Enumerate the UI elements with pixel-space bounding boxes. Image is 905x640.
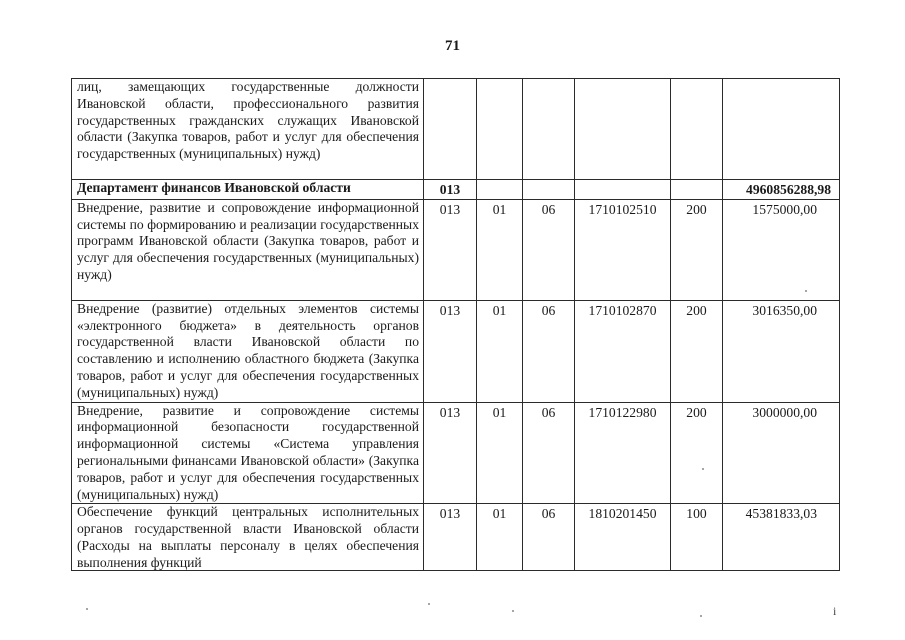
- scan-speck: [428, 603, 430, 605]
- expense-type: 200: [671, 199, 723, 300]
- row-description-text: Внедрение, развитие и сопровождение системы информационной безопасности государственной информационной системы «Система управления региональными финансами Ивановской области» (Закупка товаров, работ и услуг для обеспечения государственных (муниципальных) нужд): [77, 402, 419, 502]
- expense-type: 100: [671, 504, 723, 571]
- amount: 4960856288,98: [723, 180, 840, 200]
- row-description: [72, 300, 424, 402]
- row-description-text: Внедрение (развитие) отдельных элементов системы «электронного бюджета» в деятельность органов государственной власти Ивановской области по составлению и исполнению областного бюджета (Закупка товаров, работ и услуг для обеспечения государственных (муниципальных) нужд): [77, 300, 419, 400]
- subsection-code: 06: [523, 199, 575, 300]
- scan-speck: [700, 615, 702, 617]
- subsection-code: 06: [523, 504, 575, 571]
- target-article: [575, 180, 671, 200]
- row-description-text: лиц, замещающих государственные должности Ивановской области, профессионального развития государственных гражданских служащих Ивановской области (Закупка товаров, работ и услуг для обеспечения государственных (муниципальных) нужд): [77, 79, 419, 162]
- table-row: [72, 199, 840, 300]
- section-code: 01: [477, 199, 523, 300]
- expense-type: [671, 79, 723, 180]
- row-description: [72, 199, 424, 300]
- expense-type: 200: [671, 402, 723, 504]
- scan-speck: [512, 610, 514, 612]
- table-row: [72, 300, 840, 402]
- amount: 3016350,00: [723, 300, 840, 402]
- target-article: 1710102870: [575, 300, 671, 402]
- section-code: 01: [477, 300, 523, 402]
- row-description: [72, 504, 424, 571]
- target-article: [575, 79, 671, 180]
- subsection-code: 06: [523, 402, 575, 504]
- subsection-code: [523, 180, 575, 200]
- scan-speck: [86, 608, 88, 610]
- ministry-code: 013: [424, 180, 477, 200]
- scan-speck: [702, 468, 704, 470]
- amount: 3000000,00: [723, 402, 840, 504]
- department-row: [72, 180, 840, 200]
- section-code: [477, 79, 523, 180]
- amount: [723, 79, 840, 180]
- row-description-text: Обеспечение функций центральных исполнительных органов государственной власти Ивановской области (Расходы на выплаты персоналу в целях обеспечения выполнения функций: [77, 504, 419, 570]
- section-code: 01: [477, 504, 523, 571]
- scan-speck: [805, 290, 807, 292]
- ministry-code: 013: [424, 199, 477, 300]
- target-article: 1810201450: [575, 504, 671, 571]
- table-row: [72, 79, 840, 180]
- row-description: [72, 180, 424, 200]
- section-code: 01: [477, 402, 523, 504]
- subsection-code: [523, 79, 575, 180]
- amount: 1575000,00: [723, 199, 840, 300]
- expense-type: 200: [671, 300, 723, 402]
- scan-mark: i: [833, 604, 837, 618]
- target-article: 1710102510: [575, 199, 671, 300]
- ministry-code: 013: [424, 504, 477, 571]
- row-description-text: Внедрение, развитие и сопровождение информационной системы по формированию и реализации государственных программ Ивановской области (Закупка товаров, работ и услуг для обеспечения государственных (муниципальных) нужд): [77, 199, 419, 282]
- budget-table: [71, 78, 840, 571]
- row-description-text: Департамент финансов Ивановской области: [77, 180, 351, 195]
- row-description: [72, 79, 424, 180]
- ministry-code: 013: [424, 402, 477, 504]
- page-number: 71: [445, 38, 460, 54]
- ministry-code: [424, 79, 477, 180]
- expense-type: [671, 180, 723, 200]
- table-row: [72, 504, 840, 571]
- section-code: [477, 180, 523, 200]
- row-description: [72, 402, 424, 504]
- amount: 45381833,03: [723, 504, 840, 571]
- ministry-code: 013: [424, 300, 477, 402]
- table-row: [72, 402, 840, 504]
- target-article: 1710122980: [575, 402, 671, 504]
- subsection-code: 06: [523, 300, 575, 402]
